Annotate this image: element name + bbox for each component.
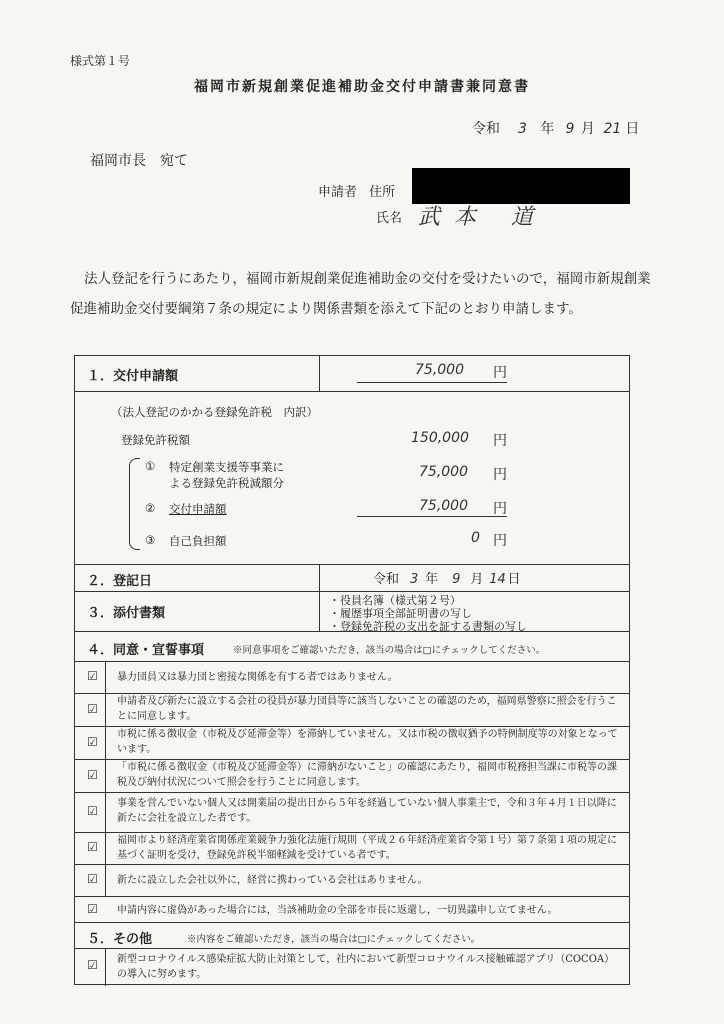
section1-amount: 75,000 xyxy=(415,362,464,378)
date-day-unit: 日 xyxy=(625,121,640,137)
col-divider xyxy=(105,661,106,896)
col-divider xyxy=(105,948,106,986)
amount-underline xyxy=(357,382,507,383)
reg-day: 14 xyxy=(489,572,506,587)
reg-month-unit: 月 xyxy=(470,572,484,587)
breakdown-brace xyxy=(129,458,140,550)
item3-label: 自己負担額 xyxy=(169,534,227,548)
item3-unit: 円 xyxy=(493,533,507,549)
check-icon[interactable]: ☑ xyxy=(87,902,98,916)
date-day: 21 xyxy=(603,121,622,137)
item3-amount: 0 xyxy=(471,530,480,546)
registration-date xyxy=(373,568,520,587)
row-divider xyxy=(75,948,629,949)
item2-amount: 75,000 xyxy=(419,498,468,514)
tax-total-amount: 150,000 xyxy=(411,430,469,446)
date-month-unit: 月 xyxy=(580,121,595,137)
attachment-3: ・登録免許税の支出を証する書類の写し xyxy=(329,620,527,633)
check-icon[interactable]: ☑ xyxy=(87,768,98,782)
tax-total-unit: 円 xyxy=(493,433,507,449)
check-icon[interactable]: ☑ xyxy=(87,958,98,972)
tax-total-label: 登録免許税額 xyxy=(121,433,190,447)
pledge-item-1: 暴力団員又は暴力団と密接な関係を有する者ではありません。 xyxy=(117,672,398,683)
item2-label: 交付申請額 xyxy=(169,502,227,516)
item3-no: ③ xyxy=(145,533,156,547)
item1-label-line1: 特定創業支援等事業に xyxy=(169,460,284,474)
row-divider xyxy=(75,792,629,793)
attachment-1: ・役員名簿（様式第２号） xyxy=(329,594,461,607)
applicant-address-row xyxy=(318,181,395,200)
check-icon[interactable]: ☑ xyxy=(87,804,98,818)
redacted-address xyxy=(412,168,630,204)
application-table xyxy=(74,355,630,985)
check-icon[interactable]: ☑ xyxy=(87,702,98,716)
pledge-item-7: 新たに設立した会社以外に，経営に携わっている会社はありません。 xyxy=(117,875,428,886)
date-year: 3 xyxy=(517,121,527,137)
item2-underline xyxy=(357,516,507,517)
check-icon[interactable]: ☑ xyxy=(87,840,98,854)
document-title: 福岡市新規創業促進補助金交付申請書兼同意書 xyxy=(194,79,530,95)
section3-label: ３．添付書類 xyxy=(87,606,166,621)
reg-era: 令和 xyxy=(373,572,400,587)
row-divider xyxy=(75,864,629,865)
addressee: 福岡市長 宛て xyxy=(90,153,188,169)
name-label: 氏名 xyxy=(376,211,403,226)
row-divider xyxy=(75,922,629,923)
form-number: 様式第１号 xyxy=(70,54,131,68)
section1-unit: 円 xyxy=(493,365,507,381)
row-divider xyxy=(75,564,629,565)
item1-no: ① xyxy=(145,459,156,473)
section2-label: ２．登記日 xyxy=(87,574,153,589)
applicant-label: 申請者 xyxy=(318,185,358,200)
reg-day-unit: 日 xyxy=(507,572,521,587)
pledge-item-5: 事業を営んでいない個人又は開業届の提出日から５年を経過していない個人事業主で，令和３年４月１日以降に新たに会社を設立した者です。 xyxy=(117,798,617,824)
check-icon[interactable]: ☑ xyxy=(87,872,98,886)
item1-label-line2: よる登録免許税減額分 xyxy=(169,476,284,490)
item2-unit: 円 xyxy=(493,501,507,517)
other-item-1: 新型コロナウイルス感染症拡大防止対策として，社内において新型コロナウイルス接触確認アプリ（COCOA）の導入に努めます。 xyxy=(117,954,615,980)
col-divider xyxy=(319,356,320,391)
attachment-2: ・履歴事項全部証明書の写し xyxy=(329,607,472,620)
applicant-name: 武本 道 xyxy=(418,205,547,230)
pledge-item-8: 申請内容に虚偽があった場合には，当該補助金の全部を市長に返還し，一切異議申し立てません。 xyxy=(117,905,558,916)
date-month: 9 xyxy=(565,121,575,137)
pledge-item-3: 市税に係る徴収金（市税及び延滞金等）を滞納していません。又は市税の徴収猶予の特例制度等の対象となっています。 xyxy=(117,729,618,755)
row-divider xyxy=(75,896,629,897)
item1-amount: 75,000 xyxy=(419,464,468,480)
date-era: 令和 xyxy=(472,121,500,137)
section5-label: ５．その他 xyxy=(87,932,153,947)
item2-no: ② xyxy=(145,501,156,515)
check-icon[interactable]: ☑ xyxy=(87,669,98,683)
pledge-item-4: 「市税に係る徴収金（市税及び延滞金等）に滞納がないこと」の確認にあたり，福岡市税務担当課に市税等の課税及び納付状況について照会を行うことに同意します。 xyxy=(117,762,617,788)
row-divider xyxy=(75,661,629,662)
row-divider xyxy=(75,391,629,392)
section4-note: ※同意事項をご確認いただき，該当の場合は□にチェックしてください。 xyxy=(233,645,546,656)
breakdown-caption: （法人登記のかかる登録免許税 内訳） xyxy=(111,405,318,419)
application-date xyxy=(472,118,639,138)
section1-label: １．交付申請額 xyxy=(87,369,179,384)
col-divider xyxy=(319,564,320,631)
pledge-item-6: 福岡市より経済産業省関係産業競争力強化法施行規則（平成２６年経済産業省令第１号）第７条第１項の規定に基づく証明を受け，登録免許税半額軽減を受けている者です。 xyxy=(117,835,617,861)
intro-paragraph: 法人登記を行うにあたり，福岡市新規創業促進補助金の交付を受けたいので，福岡市新規創業促進補助金交付要綱第７条の規定により関係書類を添えて下記のとおり申請します。 xyxy=(70,271,651,317)
date-year-unit: 年 xyxy=(540,121,555,137)
section5-note: ※内容をご確認いただき，該当の場合は□にチェックしてください。 xyxy=(187,934,481,945)
check-icon[interactable]: ☑ xyxy=(87,735,98,749)
reg-year: 3 xyxy=(410,572,419,587)
reg-year-unit: 年 xyxy=(425,572,439,587)
pledge-item-2: 申請者及び新たに設立する会社の役員が暴力団員等に該当しないことの確認のため，福岡県警察に照会を行うことに同意します。 xyxy=(117,696,617,722)
reg-month: 9 xyxy=(452,572,461,587)
item1-unit: 円 xyxy=(493,467,507,483)
address-label: 住所 xyxy=(369,185,396,200)
section4-label: ４．同意・宣誓事項 xyxy=(87,643,205,658)
